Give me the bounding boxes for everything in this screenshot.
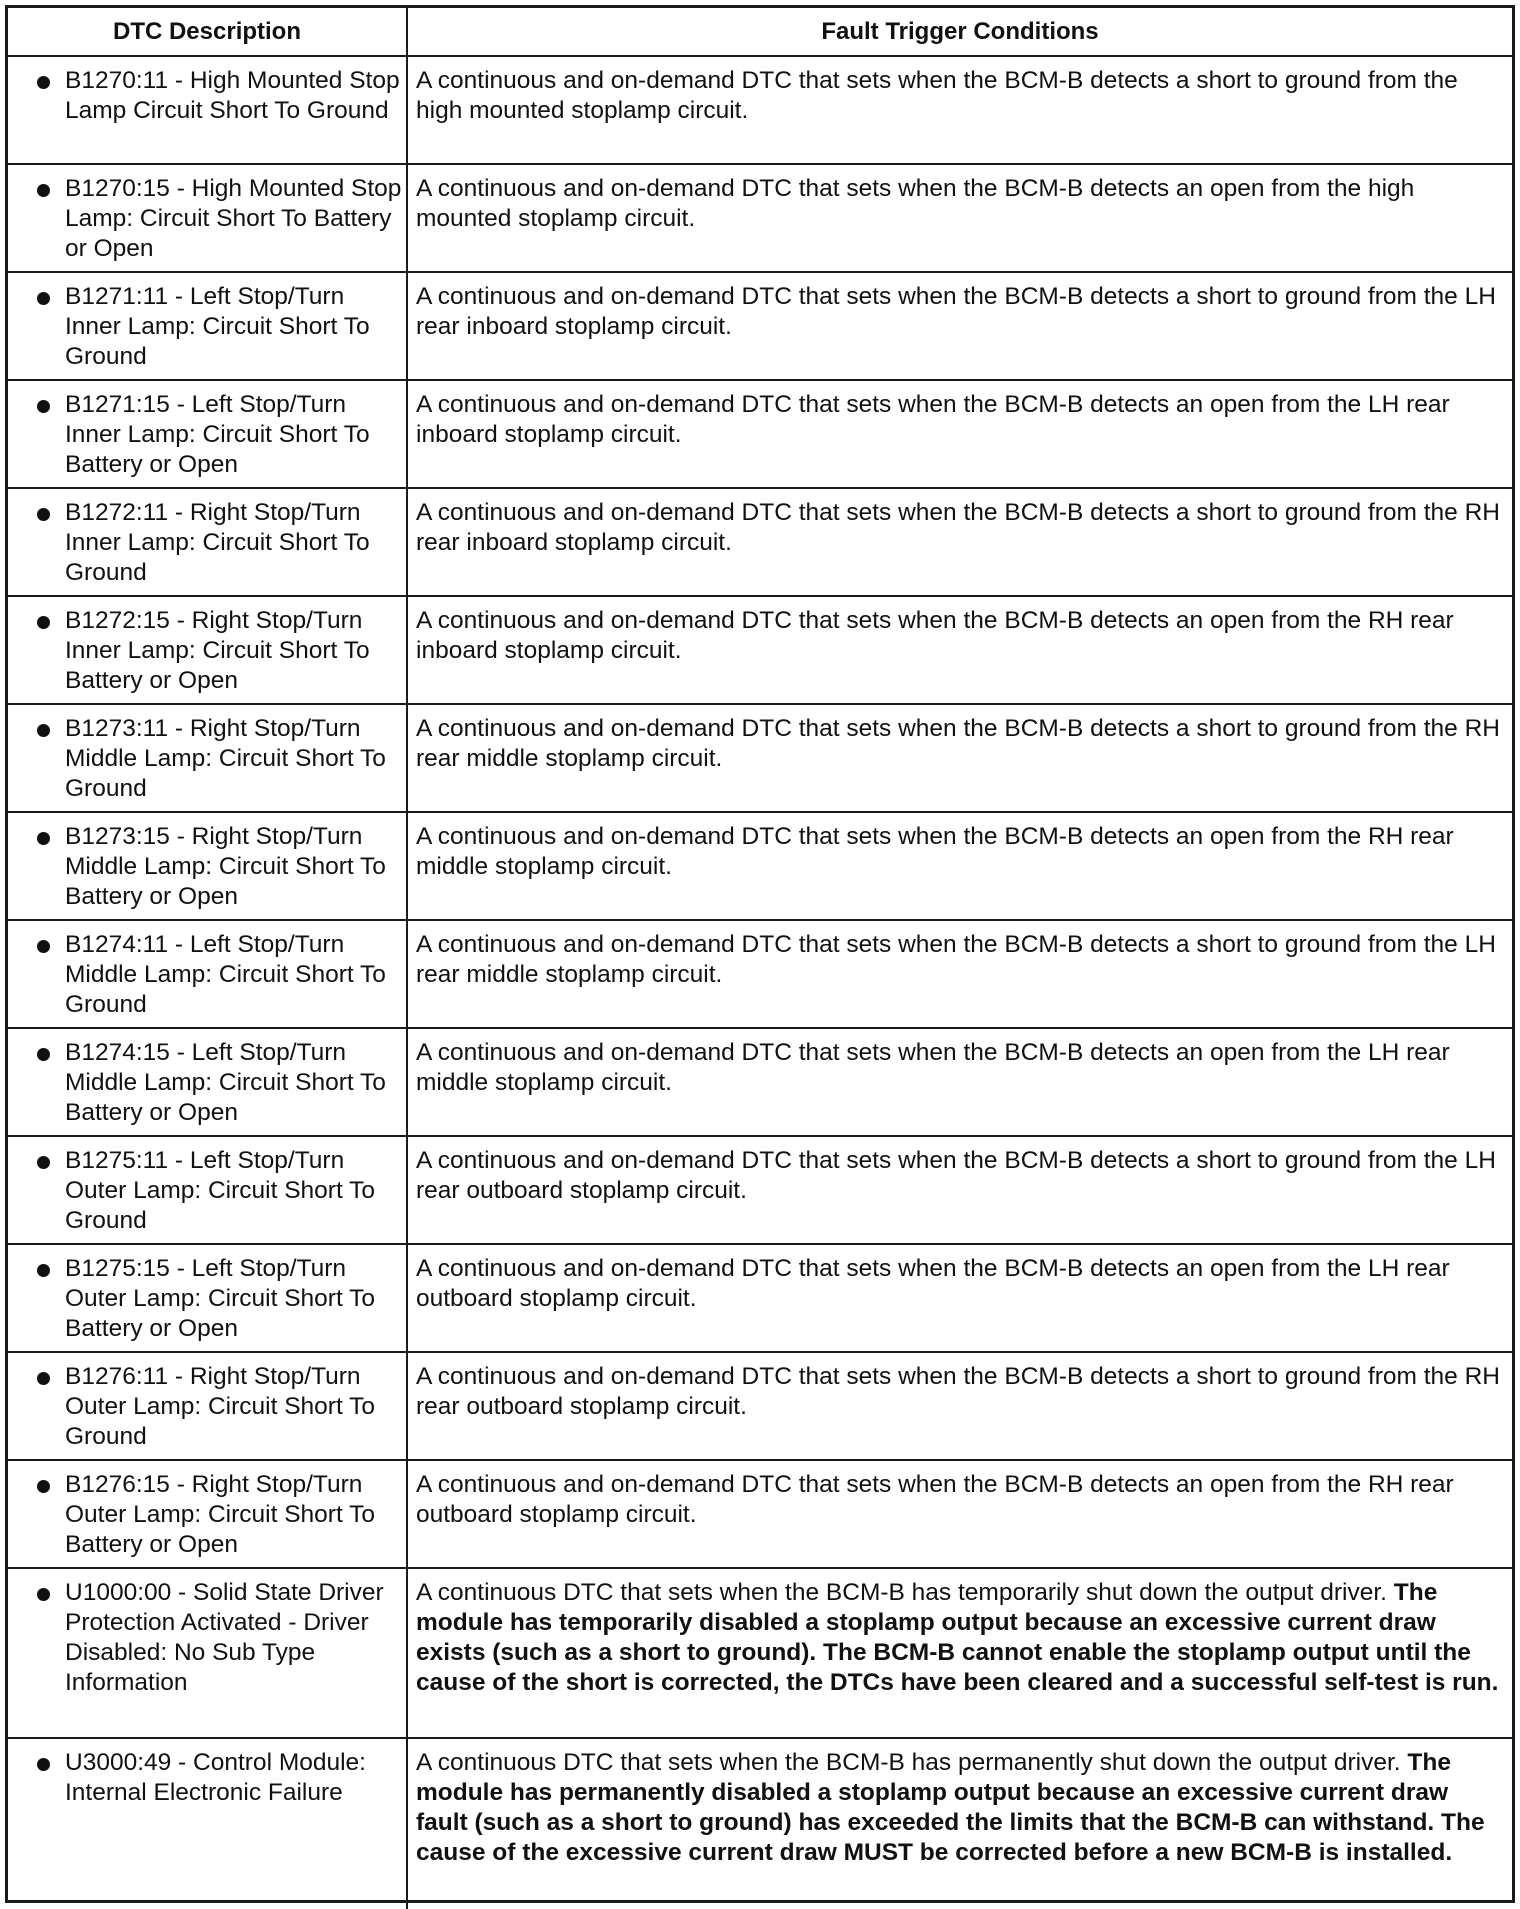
dtc-description-text: B1276:15 - Right Stop/Turn Outer Lamp: Circuit Short To Battery or Open <box>65 1471 376 1558</box>
dtc-table-frame <box>5 5 1515 1903</box>
dtc-description-text: B1275:11 - Left Stop/Turn Outer Lamp: Circuit Short To Ground <box>65 1147 376 1234</box>
fault-trigger-cell <box>407 704 1512 812</box>
table-row <box>8 1244 1512 1352</box>
fault-trigger-text: A continuous DTC that sets when the BCM-B has temporarily shut down the output driver. <box>416 1579 1394 1606</box>
table-row <box>8 1460 1512 1568</box>
bullet-icon <box>37 724 50 737</box>
dtc-description-text: U3000:49 - Control Module: Internal Electronic Failure <box>65 1749 366 1806</box>
table-row <box>8 812 1512 920</box>
bullet-icon <box>37 76 50 89</box>
bullet-icon <box>37 292 50 305</box>
dtc-description-cell <box>8 1738 407 1909</box>
fault-trigger-text: A continuous and on-demand DTC that sets when the BCM-B detects a short to ground from the high mounted stoplamp circuit. <box>416 67 1458 124</box>
dtc-description-text: B1271:15 - Left Stop/Turn Inner Lamp: Circuit Short To Battery or Open <box>65 391 370 478</box>
fault-trigger-text: A continuous and on-demand DTC that sets when the BCM-B detects a short to ground from the RH rear inboard stoplamp circuit. <box>416 499 1501 556</box>
table-row <box>8 1028 1512 1136</box>
dtc-description-text: B1272:15 - Right Stop/Turn Inner Lamp: Circuit Short To Battery or Open <box>65 607 370 694</box>
table-row <box>8 164 1512 272</box>
dtc-description-cell <box>8 1136 407 1244</box>
fault-trigger-cell <box>407 1568 1512 1738</box>
table-row <box>8 272 1512 380</box>
bullet-icon <box>37 1480 50 1493</box>
dtc-description-cell <box>8 1352 407 1460</box>
bullet-icon <box>37 1048 50 1061</box>
table-row <box>8 488 1512 596</box>
bullet-icon <box>37 832 50 845</box>
table-row <box>8 704 1512 812</box>
fault-trigger-text: A continuous and on-demand DTC that sets when the BCM-B detects a short to ground from the LH rear inboard stoplamp circuit. <box>416 283 1496 340</box>
table-row <box>8 1136 1512 1244</box>
fault-trigger-bold-text: The module has permanently disabled a stoplamp output because an excessive current draw fault (such as a short to ground) has exceeded the limits that the BCM-B can withstand. The cause of the excessive current draw MUST be corrected before a new BCM-B is installed. <box>416 1749 1485 1866</box>
fault-trigger-text: A continuous and on-demand DTC that sets when the BCM-B detects a short to ground from the RH rear middle stoplamp circuit. <box>416 715 1501 772</box>
fault-trigger-text: A continuous and on-demand DTC that sets when the BCM-B detects an open from the RH rear inboard stoplamp circuit. <box>416 607 1454 664</box>
fault-trigger-cell <box>407 272 1512 380</box>
dtc-description-text: B1275:15 - Left Stop/Turn Outer Lamp: Circuit Short To Battery or Open <box>65 1255 376 1342</box>
fault-trigger-text: A continuous and on-demand DTC that sets when the BCM-B detects an open from the LH rear middle stoplamp circuit. <box>416 1039 1450 1096</box>
fault-trigger-text: A continuous and on-demand DTC that sets when the BCM-B detects a short to ground from the RH rear outboard stoplamp circuit. <box>416 1363 1501 1420</box>
dtc-description-cell <box>8 272 407 380</box>
fault-trigger-cell <box>407 920 1512 1028</box>
fault-trigger-cell <box>407 488 1512 596</box>
dtc-description-cell <box>8 56 407 164</box>
bullet-icon <box>37 616 50 629</box>
dtc-description-text: B1270:11 - High Mounted Stop Lamp Circuit Short To Ground <box>65 67 400 124</box>
bullet-icon <box>37 1588 50 1601</box>
fault-trigger-cell <box>407 1352 1512 1460</box>
dtc-table <box>8 8 1512 1909</box>
fault-trigger-bold-text: The module has temporarily disabled a stoplamp output because an excessive current draw exists (such as a short to ground). The BCM-B cannot enable the stoplamp output until the cause of the short is corrected, the DTCs have been cleared and a successful self-test is run. <box>416 1579 1499 1696</box>
fault-trigger-cell <box>407 596 1512 704</box>
dtc-description-cell <box>8 1028 407 1136</box>
dtc-description-text: B1273:15 - Right Stop/Turn Middle Lamp: Circuit Short To Battery or Open <box>65 823 386 910</box>
dtc-description-text: U1000:00 - Solid State Driver Protection Activated - Driver Disabled: No Sub Type Information <box>65 1579 384 1696</box>
dtc-description-cell <box>8 920 407 1028</box>
fault-trigger-text: A continuous and on-demand DTC that sets when the BCM-B detects an open from the RH rear middle stoplamp circuit. <box>416 823 1454 880</box>
bullet-icon <box>37 1758 50 1771</box>
table-row <box>8 380 1512 488</box>
dtc-description-cell <box>8 164 407 272</box>
dtc-description-text: B1272:11 - Right Stop/Turn Inner Lamp: Circuit Short To Ground <box>65 499 370 586</box>
fault-trigger-text: A continuous and on-demand DTC that sets when the BCM-B detects a short to ground from the LH rear middle stoplamp circuit. <box>416 931 1496 988</box>
bullet-icon <box>37 1156 50 1169</box>
header-dtc-description: DTC Description <box>8 8 407 56</box>
dtc-description-cell <box>8 1568 407 1738</box>
dtc-description-text: B1273:11 - Right Stop/Turn Middle Lamp: Circuit Short To Ground <box>65 715 386 802</box>
dtc-description-cell <box>8 704 407 812</box>
dtc-description-cell <box>8 1460 407 1568</box>
dtc-description-cell <box>8 1244 407 1352</box>
table-row <box>8 920 1512 1028</box>
fault-trigger-cell <box>407 56 1512 164</box>
fault-trigger-cell <box>407 1028 1512 1136</box>
dtc-description-text: B1271:11 - Left Stop/Turn Inner Lamp: Circuit Short To Ground <box>65 283 370 370</box>
table-row <box>8 1352 1512 1460</box>
fault-trigger-text: A continuous and on-demand DTC that sets when the BCM-B detects a short to ground from the LH rear outboard stoplamp circuit. <box>416 1147 1496 1204</box>
fault-trigger-text: A continuous and on-demand DTC that sets when the BCM-B detects an open from the LH rear outboard stoplamp circuit. <box>416 1255 1450 1312</box>
dtc-description-text: B1276:11 - Right Stop/Turn Outer Lamp: Circuit Short To Ground <box>65 1363 376 1450</box>
dtc-description-cell <box>8 488 407 596</box>
header-fault-trigger-conditions: Fault Trigger Conditions <box>407 8 1512 56</box>
dtc-description-text: B1274:11 - Left Stop/Turn Middle Lamp: Circuit Short To Ground <box>65 931 386 1018</box>
fault-trigger-cell <box>407 812 1512 920</box>
bullet-icon <box>37 1264 50 1277</box>
fault-trigger-text: A continuous and on-demand DTC that sets when the BCM-B detects an open from the LH rear inboard stoplamp circuit. <box>416 391 1450 448</box>
fault-trigger-cell <box>407 1738 1512 1909</box>
bullet-icon <box>37 184 50 197</box>
dtc-description-cell <box>8 380 407 488</box>
bullet-icon <box>37 940 50 953</box>
fault-trigger-cell <box>407 1244 1512 1352</box>
fault-trigger-text: A continuous and on-demand DTC that sets when the BCM-B detects an open from the RH rear outboard stoplamp circuit. <box>416 1471 1454 1528</box>
fault-trigger-cell <box>407 1136 1512 1244</box>
table-row <box>8 596 1512 704</box>
table-header-row <box>8 8 1512 56</box>
fault-trigger-text: A continuous DTC that sets when the BCM-B has permanently shut down the output driver. <box>416 1749 1408 1776</box>
dtc-description-cell <box>8 812 407 920</box>
fault-trigger-cell <box>407 380 1512 488</box>
fault-trigger-cell <box>407 164 1512 272</box>
table-row <box>8 56 1512 164</box>
fault-trigger-text: A continuous and on-demand DTC that sets when the BCM-B detects an open from the high mounted stoplamp circuit. <box>416 175 1415 232</box>
table-row <box>8 1738 1512 1909</box>
table-row <box>8 1568 1512 1738</box>
bullet-icon <box>37 1372 50 1385</box>
bullet-icon <box>37 400 50 413</box>
fault-trigger-cell <box>407 1460 1512 1568</box>
dtc-description-text: B1274:15 - Left Stop/Turn Middle Lamp: Circuit Short To Battery or Open <box>65 1039 386 1126</box>
dtc-description-text: B1270:15 - High Mounted Stop Lamp: Circuit Short To Battery or Open <box>65 175 402 262</box>
bullet-icon <box>37 508 50 521</box>
dtc-description-cell <box>8 596 407 704</box>
